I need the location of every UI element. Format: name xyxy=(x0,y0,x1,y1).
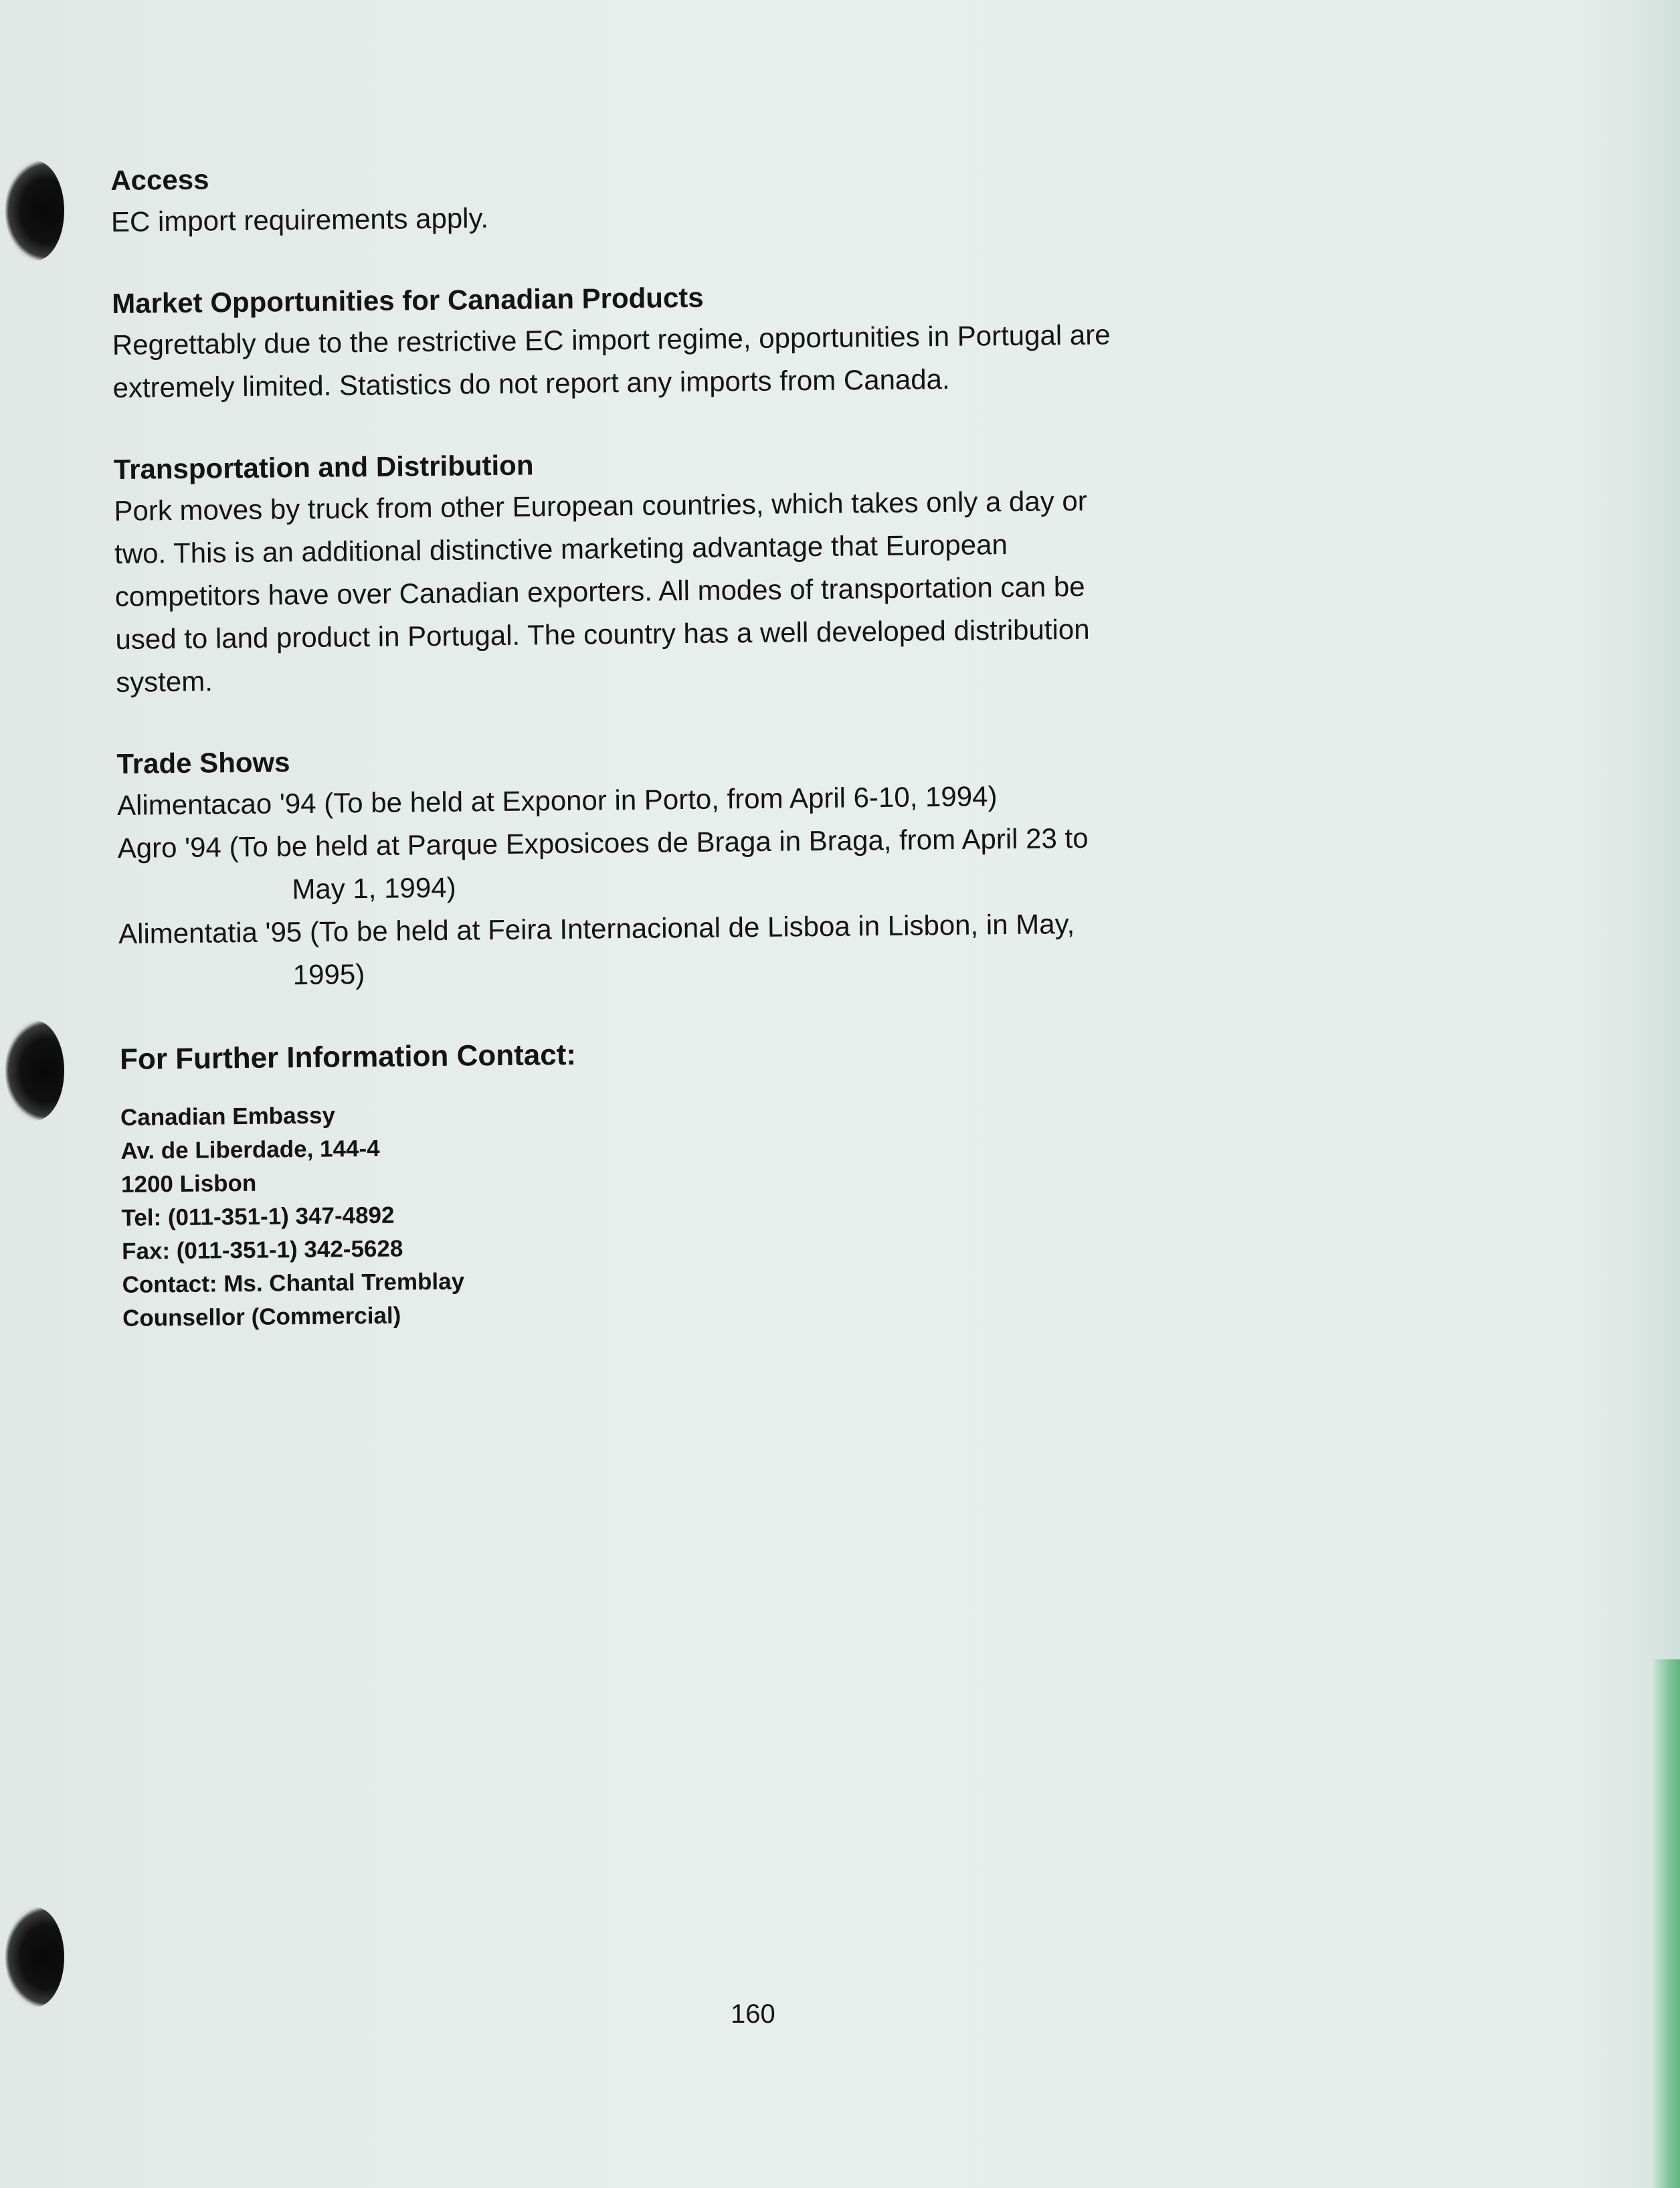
trade-show-item: Alimentatia '95 (To be held at Feira Internacional de Lisboa in Lisbon, in May, xyxy=(118,907,1075,949)
contact-address: Av. de Liberdade, 144-4 xyxy=(120,1135,380,1164)
access-section xyxy=(110,147,1483,244)
paragraph-line: extremely limited. Statistics do not report any imports from Canada. xyxy=(112,363,950,403)
binder-hole xyxy=(5,1020,64,1121)
contact-fax: Fax: (011-351-1) 342-5628 xyxy=(121,1235,403,1265)
trade-show-item-continuation: May 1, 1994) xyxy=(292,871,456,905)
paragraph-line: two. This is an additional distinctive marketing advantage that European xyxy=(114,528,1008,569)
contact-organization: Canadian Embassy xyxy=(120,1102,336,1131)
paragraph-line: Pork moves by truck from other European countries, which takes only a day or xyxy=(114,484,1087,527)
contact-section xyxy=(120,1024,1495,1335)
page-number: 160 xyxy=(731,1999,775,2029)
trade-shows-heading: Trade Shows xyxy=(116,746,290,780)
paragraph-line: competitors have over Canadian exporters. All modes of transportation can be xyxy=(114,570,1085,612)
contact-title: Counsellor (Commercial) xyxy=(122,1302,401,1332)
access-heading: Access xyxy=(110,163,209,196)
trade-shows-section xyxy=(116,729,1491,998)
binder-hole xyxy=(5,1907,64,2007)
access-text: EC import requirements apply. xyxy=(110,202,489,238)
trade-show-item: Alimentacao '94 (To be held at Exponor in Porto, from April 6-10, 1994) xyxy=(116,780,998,821)
contact-person: Contact: Ms. Chantal Tremblay xyxy=(122,1268,465,1298)
paragraph-line: system. xyxy=(115,665,213,698)
contact-phone: Tel: (011-351-1) 347-4892 xyxy=(121,1202,395,1231)
paragraph-line: Regrettably due to the restrictive EC import regime, opportunities in Portugal are xyxy=(112,318,1111,361)
trade-show-item: Agro '94 (To be held at Parque Exposicoes de Braga in Braga, from April 23 to xyxy=(117,822,1089,864)
transportation-heading: Transportation and Distribution xyxy=(113,449,534,485)
trade-show-item-continuation: 1995) xyxy=(292,958,365,991)
contact-heading: For Further Information Contact: xyxy=(119,1038,577,1076)
market-opportunities-heading: Market Opportunities for Canadian Products xyxy=(111,281,704,319)
page-content xyxy=(110,147,1495,1376)
contact-address: 1200 Lisbon xyxy=(120,1170,257,1198)
transportation-section xyxy=(114,436,1488,704)
binder-hole xyxy=(5,161,64,261)
market-opportunities-section xyxy=(112,270,1485,409)
paragraph-line: used to land product in Portugal. The country has a well developed distribution xyxy=(115,613,1090,655)
binder-tab-strip xyxy=(1653,1659,1680,2188)
